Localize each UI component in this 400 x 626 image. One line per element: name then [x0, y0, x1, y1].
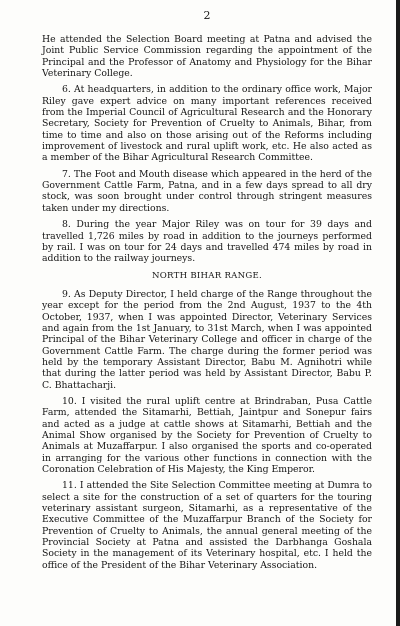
paragraph-9: 9. As Deputy Director, I held charge of the Range throughout the year except for the period from the 2nd August, 1937 to the 4th October, 1937, when I was appointed Director, Veterinary Services and again from the 1st January, to 31st March, when I was appointed Principal of the Bihar Veterinary College and officer in charge of the Government Cattle Farm. The charge during the former period was held by the temporary Assistant Director, Babu M. Agnihotri while that during the latter period was held by Assistant Director, Babu P. C. Bhattacharji. [42, 288, 372, 391]
paragraph-6: 6. At headquarters, in addition to the ordinary office work, Major Riley gave expert advice on many important references received from the Imperial Council of Agricultural Research and the Honorary Secretary, Society for Prevention of Cruelty to Animals, Bihar, from time to time and also on those arising out of the Reforms including improvement of livestock and rural uplift work, etc. He also acted as a member of the Bihar Agricultural Research Committee. [42, 84, 372, 164]
section-heading: NORTH BIHAR RANGE. [151, 270, 263, 281]
page-number: 2 [203, 9, 211, 22]
paragraph-11: 11. I attended the Site Selection Committee meeting at Dumra to select a site for the construction of a set of quarters for the touring veterinary assistant surgeon, Sitamarhi, as a representative of the Executive Committee of the Muzaffarpur Branch of the Society for Prevention of Cruelty to Animals, the annual general meeting of the Provincial Society at Patna and assisted the Darbhanga Goshala Society in the management of its Veterinary hospital, etc. I held the office of the President of the Bihar Veterinary Association. [42, 480, 372, 571]
paragraph-7: 7. The Foot and Mouth disease which appeared in the herd of the Government Cattle Farm, Patna, and in a few days spread to all dry stock, was soon brought under control through stringent measures taken under my directions. [42, 168, 372, 214]
paragraph-continued: He attended the Selection Board meeting at Patna and advised the Joint Public Service Commission regarding the appointment of the Principal and the Professor of Anatomy and Physiology for the Bihar Veterinary College. [42, 34, 372, 80]
paragraph-8: 8. During the year Major Riley was on tour for 39 days and travelled 1,726 miles by road in addition to the journeys performed by rail. I was on tour for 24 days and travelled 474 miles by road in addition to the railway journeys. [42, 219, 372, 265]
paragraph-10: 10. I visited the rural uplift centre at Brindraban, Pusa Cattle Farm, attended the Sitamarhi, Bettiah, Jaintpur and Sonepur fairs and acted as a judge at cattle shows at Sitamarhi, Bettiah and the Animal Show organised by the Society for Prevention of Cruelty to Animals at Muzaffarpur. I also organised the sports and co-operated in arranging for the various other functions in connection with the Coronation Celebration of His Majesty, the King Emperor. [42, 395, 372, 476]
